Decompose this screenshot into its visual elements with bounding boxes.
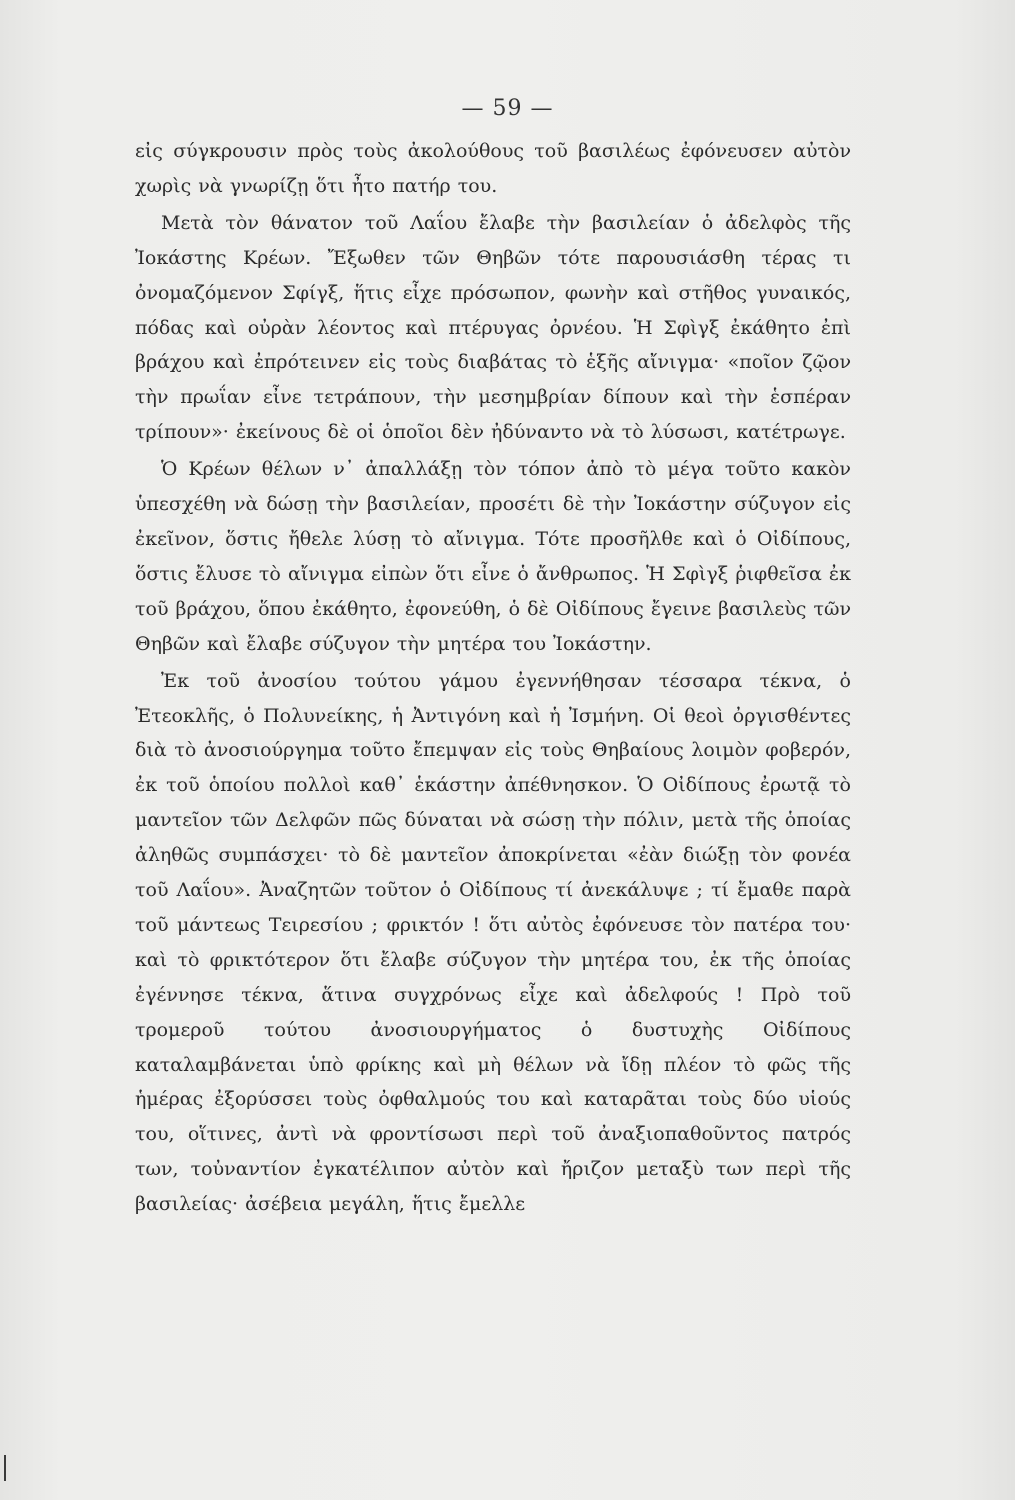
- body-text: [135, 134, 851, 1222]
- paragraph-3: Ὁ Κρέων θέλων ν᾿ ἀπαλλάξῃ τὸν τόπον ἀπὸ τὸ μέγα τοῦτο κακὸν ὑπεσχέθη νὰ δώσῃ τὴν βασιλείαν, προσέτι δὲ τὴν Ἰοκάστην σύζυγον εἰς ἐκεῖνον, ὅστις ἤθελε λύσῃ τὸ αἴνιγμα. Τότε προσῆλθε καὶ ὁ Οἰδίπους, ὅστις ἔλυσε τὸ αἴνιγμα εἰπὼν ὅτι εἶνε ὁ ἄνθρωπος. Ἡ Σφὶγξ ῥιφθεῖσα ἐκ τοῦ βράχου, ὅπου ἐκάθητο, ἐφονεύθη, ὁ δὲ Οἰδίπους ἔγεινε βασιλεὺς τῶν Θηβῶν καὶ ἔλαβε σύζυγον τὴν μητέρα του Ἰοκάστην.: [135, 458, 852, 655]
- paragraph-4: Ἐκ τοῦ ἀνοσίου τούτου γάμου ἐγεννήθησαν τέσσαρα τέκνα, ὁ Ἐτεοκλῆς, ὁ Πολυνείκης, ἡ Ἀντιγόνη καὶ ἡ Ἰσμήνη. Οἱ θεοὶ ὀργισθέντες διὰ τὸ ἀνοσιούργημα τοῦτο ἔπεμψαν εἰς τοὺς Θηβαίους λοιμὸν φοβερόν, ἐκ τοῦ ὁποίου πολλοὶ καθ᾿ ἑκάστην ἀπέθνησκον. Ὁ Οἰδίπους ἐρωτᾷ τὸ μαντεῖον τῶν Δελφῶν πῶς δύναται νὰ σώσῃ τὴν πόλιν, μετὰ τῆς ὁποίας ἀληθῶς συμπάσχει· τὸ δὲ μαντεῖον ἀποκρίνεται «ἐὰν διώξῃ τὸν φονέα τοῦ Λαΐου». Ἀναζητῶν τοῦτον ὁ Οἰδίπους τί ἀνεκάλυψε ; τί ἔμαθε παρὰ τοῦ μάντεως Τειρεσίου ; φρικτόν ! ὅτι αὐτὸς ἐφόνευσε τὸν πατέρα του· καὶ τὸ φρικτότερον ὅτι ἔλαβε σύζυγον τὴν μητέρα του, ἐκ τῆς ὁποίας ἐγέννησε τέκνα, ἅτινα συγχρόνως εἶχε καὶ ἀδελφούς ! Πρὸ τοῦ τρομεροῦ τούτου ἀνοσιουργήματος ὁ δυστυχὴς Οἰδίπους καταλαμβάνεται ὑπὸ φρίκης καὶ μὴ θέλων νὰ ἴδῃ πλέον τὸ φῶς τῆς ἡμέρας ἐξορύσσει τοὺς ὀφθαλμούς του καὶ καταρᾶται τοὺς δύο υἱούς του, οἵτινες, ἀντὶ νὰ φροντίσωσι περὶ τοῦ ἀναξιοπαθοῦντος πατρός των, τοὐναντίον ἐγκατέλιπον αὐτὸν καὶ ἤριζον μεταξὺ των περὶ τῆς βασιλείας· ἀσέβεια μεγάλη, ἥτις ἔμελλε: [135, 669, 851, 1216]
- page-number: — 59 —: [461, 96, 554, 121]
- paragraph-2: Μετὰ τὸν θάνατον τοῦ Λαΐου ἔλαβε τὴν βασιλείαν ὁ ἀδελφὸς τῆς Ἰοκάστης Κρέων. Ἔξωθεν τῶν Θηβῶν τότε παρουσιάσθη τέρας τι ὀνομαζόμενον Σφίγξ, ἥτις εἶχε πρόσωπον, φωνὴν καὶ στῆθος γυναικός, πόδας καὶ οὐρὰν λέοντος καὶ πτέρυγας ὀρνέου. Ἡ Σφὶγξ ἐκάθητο ἐπὶ βράχου καὶ ἐπρότεινεν εἰς τοὺς διαβάτας τὸ ἑξῆς αἴνιγμα· «ποῖον ζῷον τὴν πρωΐαν εἶνε τετράπουν, τὴν μεσημβρίαν δίπουν καὶ τὴν ἑσπέραν τρίπουν»· ἐκείνους δὲ οἱ ὁποῖοι δὲν ἠδύναντο νὰ τὸ λύσωσι, κατέτρωγε.: [135, 211, 851, 444]
- paragraph-1: εἰς σύγκρουσιν πρὸς τοὺς ἀκολούθους τοῦ βασιλέως ἐφόνευσεν αὐτὸν χωρὶς νὰ γνωρίζῃ ὅτι ἦτο πατήρ του.: [135, 140, 851, 197]
- page-edge-mark: [4, 1455, 6, 1481]
